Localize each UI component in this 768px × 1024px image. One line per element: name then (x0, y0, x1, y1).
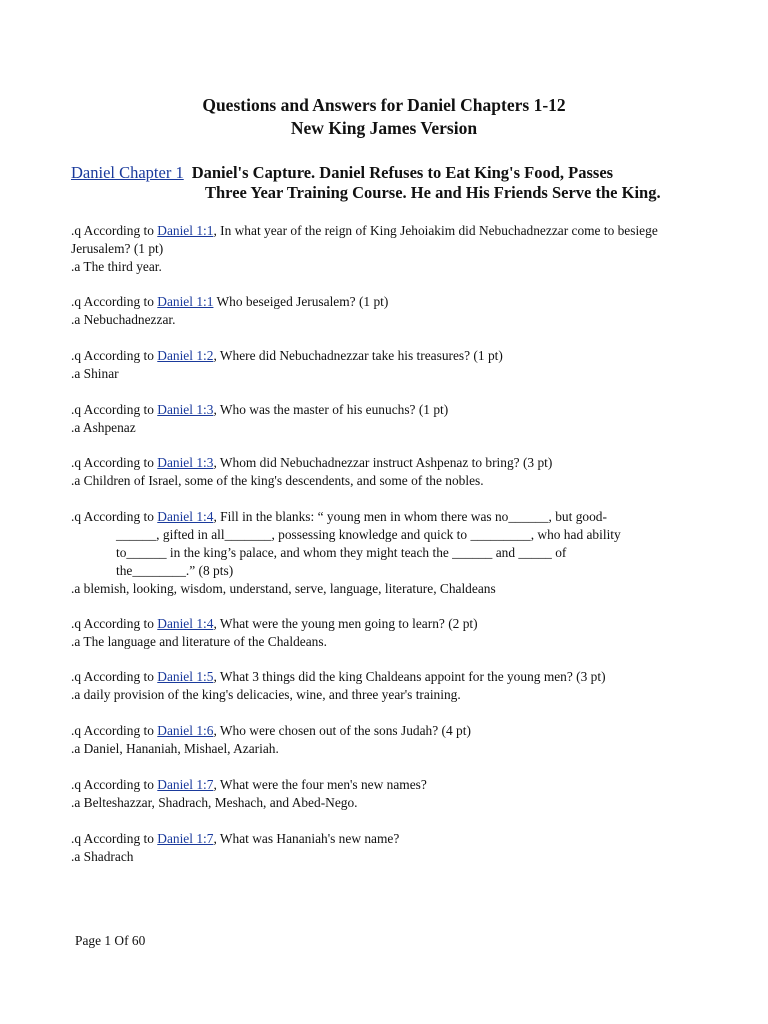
answer: .a Shinar (71, 366, 119, 381)
question (71, 454, 691, 472)
verse-link[interactable]: Daniel 1:2 (157, 348, 214, 363)
answer: .a Children of Israel, some of the king's descendents, and some of the nobles. (71, 473, 484, 488)
document-title: Questions and Answers for Daniel Chapters 1-12 (202, 95, 566, 115)
question-prefix: .q According to (71, 831, 158, 846)
chapter-description-line2: Three Year Training Course. He and His Friends Serve the King. (205, 183, 661, 202)
question-text: Who beseiged Jerusalem? (1 pt) (213, 294, 389, 309)
question-prefix: .q According to (71, 777, 158, 792)
chapter-description-line1: Daniel's Capture. Daniel Refuses to Eat King's Food, Passes (191, 163, 614, 182)
answer: .a The third year. (71, 259, 162, 274)
question (71, 776, 691, 794)
answer: .a The language and literature of the Chaldeans. (71, 634, 327, 649)
answer: .a Ashpenaz (71, 420, 136, 435)
chapter-link[interactable]: Daniel Chapter 1 (71, 163, 184, 182)
qa-item (71, 722, 691, 758)
question-continuation: to______ in the king’s palace, and whom they might teach the ______ and _____ of (116, 545, 567, 560)
question (71, 347, 691, 365)
question-prefix: .q According to (71, 723, 158, 738)
qa-item (71, 508, 691, 598)
answer: .a blemish, looking, wisdom, understand, serve, language, literature, Chaldeans (71, 581, 496, 596)
question-prefix: .q According to (71, 402, 158, 417)
question-text: , What was Hananiah's new name? (213, 831, 400, 846)
question-prefix: .q According to (71, 455, 158, 470)
question-text: , What were the young men going to learn? (2 pt) (213, 616, 478, 631)
document-subtitle: New King James Version (290, 118, 478, 138)
question-text: , Where did Nebuchadnezzar take his treasures? (1 pt) (213, 348, 503, 363)
question-text: , What 3 things did the king Chaldeans appoint for the young men? (3 pt) (213, 669, 606, 684)
answer: .a Daniel, Hananiah, Mishael, Azariah. (71, 741, 279, 756)
question (71, 401, 691, 419)
question-prefix: .q According to (71, 223, 158, 238)
verse-link[interactable]: Daniel 1:7 (157, 777, 214, 792)
verse-link[interactable]: Daniel 1:6 (157, 723, 214, 738)
question-continuation: ______, gifted in all_______, possessing knowledge and quick to _________, who had ability (116, 527, 621, 542)
question-continuation: the________.” (8 pts) (116, 563, 234, 578)
verse-link[interactable]: Daniel 1:5 (157, 669, 214, 684)
question-text: , Who was the master of his eunuchs? (1 pt) (213, 402, 449, 417)
question-prefix: .q According to (71, 294, 158, 309)
qa-item (71, 830, 691, 866)
answer: .a Shadrach (71, 849, 134, 864)
verse-link[interactable]: Daniel 1:7 (157, 831, 214, 846)
question (71, 722, 691, 740)
question-prefix: .q According to (71, 348, 158, 363)
question-text: , In what year of the reign of King Jehoiakim did Nebuchadnezzar come to besiege Jerusalem? (1 pt) (71, 223, 658, 256)
answer: .a Nebuchadnezzar. (71, 312, 176, 327)
question (71, 508, 691, 526)
question (71, 222, 691, 258)
question-prefix: .q According to (71, 669, 158, 684)
verse-link[interactable]: Daniel 1:1 (157, 223, 214, 238)
question (71, 830, 691, 848)
question-text: , Fill in the blanks: “ young men in whom there was no______, but good- (213, 509, 607, 524)
qa-item (71, 347, 691, 383)
page-number: Page 1 Of 60 (75, 933, 146, 948)
qa-item (71, 668, 691, 704)
answer: .a Belteshazzar, Shadrach, Meshach, and Abed-Nego. (71, 795, 358, 810)
question (71, 615, 691, 633)
qa-item (71, 454, 691, 490)
question-text: , Who were chosen out of the sons Judah? (4 pt) (213, 723, 471, 738)
verse-link[interactable]: Daniel 1:1 (157, 294, 214, 309)
question-prefix: .q According to (71, 509, 158, 524)
qa-item (71, 615, 691, 651)
qa-item (71, 222, 691, 276)
chapter-heading (71, 163, 751, 203)
question (71, 293, 691, 311)
qa-item (71, 776, 691, 812)
verse-link[interactable]: Daniel 1:4 (157, 616, 214, 631)
question (71, 668, 691, 686)
answer: .a daily provision of the king's delicacies, wine, and three year's training. (71, 687, 461, 702)
qa-item (71, 293, 691, 329)
verse-link[interactable]: Daniel 1:3 (157, 455, 214, 470)
qa-item (71, 401, 691, 437)
verse-link[interactable]: Daniel 1:3 (157, 402, 214, 417)
verse-link[interactable]: Daniel 1:4 (157, 509, 214, 524)
question-text: , What were the four men's new names? (213, 777, 427, 792)
question-prefix: .q According to (71, 616, 158, 631)
question-text: , Whom did Nebuchadnezzar instruct Ashpenaz to bring? (3 pt) (213, 455, 553, 470)
